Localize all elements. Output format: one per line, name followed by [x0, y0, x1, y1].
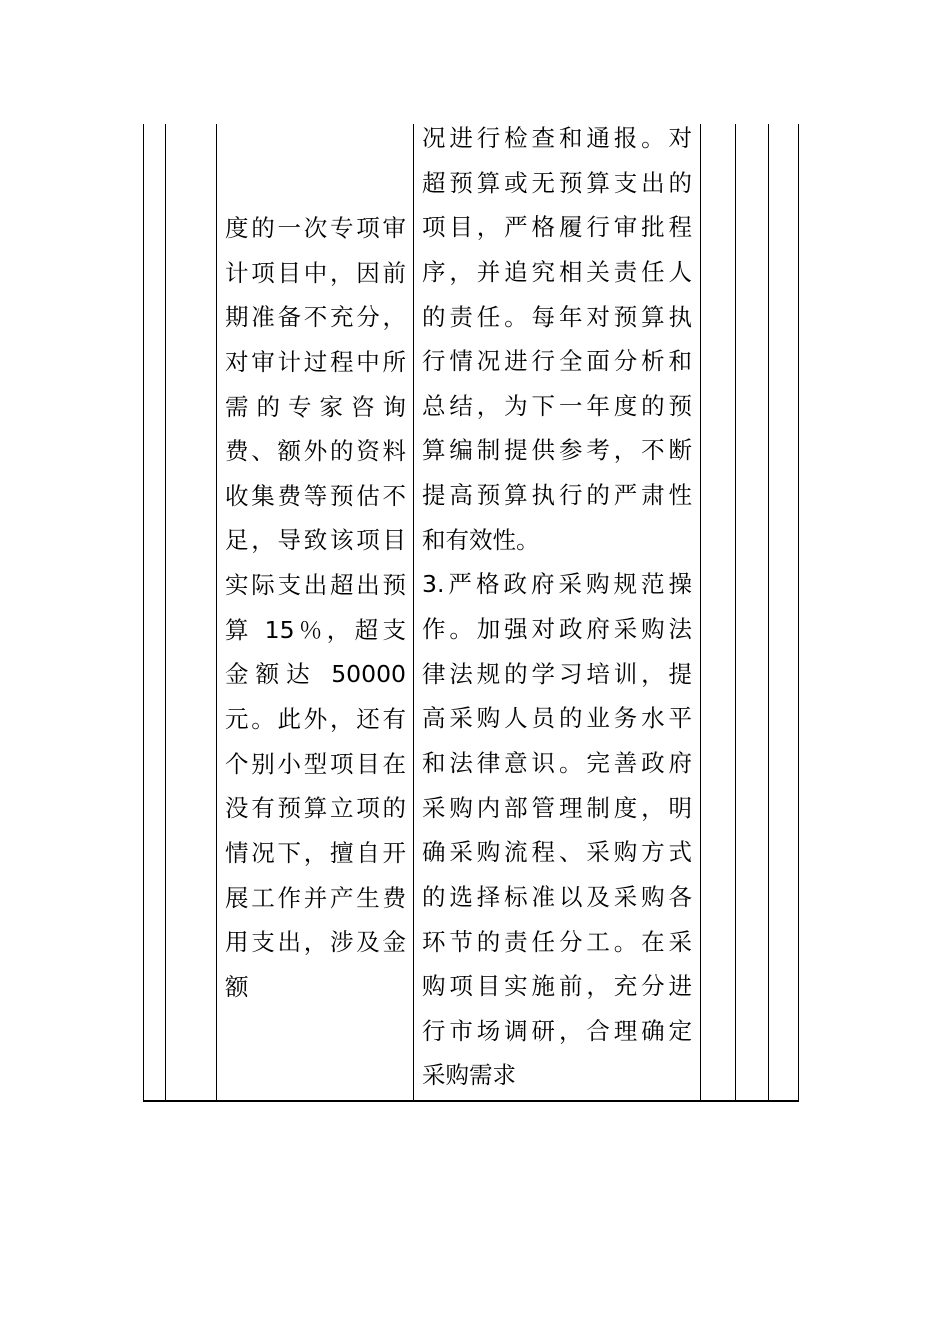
column-divider	[216, 124, 217, 1101]
text-line: 提高预算执行的严肃性	[422, 481, 692, 510]
text-line: 环节的责任分工。在采	[422, 927, 692, 956]
text-line: 律法规的学习培训，提	[422, 659, 692, 688]
column-divider	[700, 124, 701, 1101]
text-line: 的选择标准以及采购各	[422, 882, 692, 911]
text-line: 序，并追究相关责任人	[422, 257, 692, 286]
text-line: 计项目中，因前	[225, 258, 406, 287]
table-border-right	[798, 124, 799, 1101]
problem-description-cell	[225, 206, 406, 1010]
text-line: 和法律意识。完善政府	[422, 748, 692, 777]
text-line: 作。加强对政府采购法	[422, 615, 692, 644]
text-line: 金额达 50000	[225, 660, 406, 689]
column-divider	[735, 124, 736, 1101]
text-line: 收集费等预估不	[225, 481, 406, 510]
text-line: 用支出，涉及金	[225, 928, 406, 957]
text-line: 和有效性。	[422, 525, 540, 554]
text-line: 费、额外的资料	[225, 437, 406, 466]
text-line: 个别小型项目在	[225, 749, 406, 778]
text-line: 采购需求	[422, 1061, 516, 1090]
text-line: 算 15％，超支	[225, 615, 406, 644]
column-divider	[165, 124, 166, 1101]
text-line: 算编制提供参考，不断	[422, 436, 692, 465]
text-line: 实际支出超出预	[225, 571, 406, 600]
text-line: 期准备不充分，	[225, 303, 406, 332]
text-line: 购项目实施前，充分进	[422, 972, 692, 1001]
table-border-left	[143, 124, 144, 1101]
text-line: 没有预算立项的	[225, 794, 406, 823]
text-line: 度的一次专项审	[225, 214, 406, 242]
text-line: 行情况进行全面分析和	[422, 347, 692, 376]
column-divider	[768, 124, 769, 1101]
text-line: 项目，严格履行审批程	[422, 213, 692, 242]
text-line: 元。此外，还有	[225, 705, 406, 734]
text-line: 额	[225, 972, 249, 1001]
text-line: 展工作并产生费	[225, 883, 406, 912]
column-divider	[413, 124, 414, 1101]
text-line: 3.严格政府采购规范操	[422, 570, 692, 599]
text-line: 对审计过程中所	[225, 347, 406, 376]
text-line: 的责任。每年对预算执	[422, 302, 692, 331]
text-line: 总结，为下一年度的预	[422, 391, 692, 420]
rectification-measures-cell	[422, 116, 692, 1098]
table-border-bottom	[143, 1100, 799, 1102]
text-line: 高采购人员的业务水平	[422, 704, 692, 733]
text-line: 足，导致该项目	[225, 526, 406, 555]
text-line: 情况下，擅自开	[225, 838, 406, 867]
text-line: 超预算或无预算支出的	[422, 168, 692, 197]
text-line: 行市场调研，合理确定	[422, 1016, 692, 1045]
text-line: 采购内部管理制度，明	[422, 793, 692, 822]
text-line: 确采购流程、采购方式	[422, 838, 692, 867]
text-line: 需的专家咨询	[225, 392, 406, 421]
text-line: 况进行检查和通报。对	[422, 124, 692, 152]
